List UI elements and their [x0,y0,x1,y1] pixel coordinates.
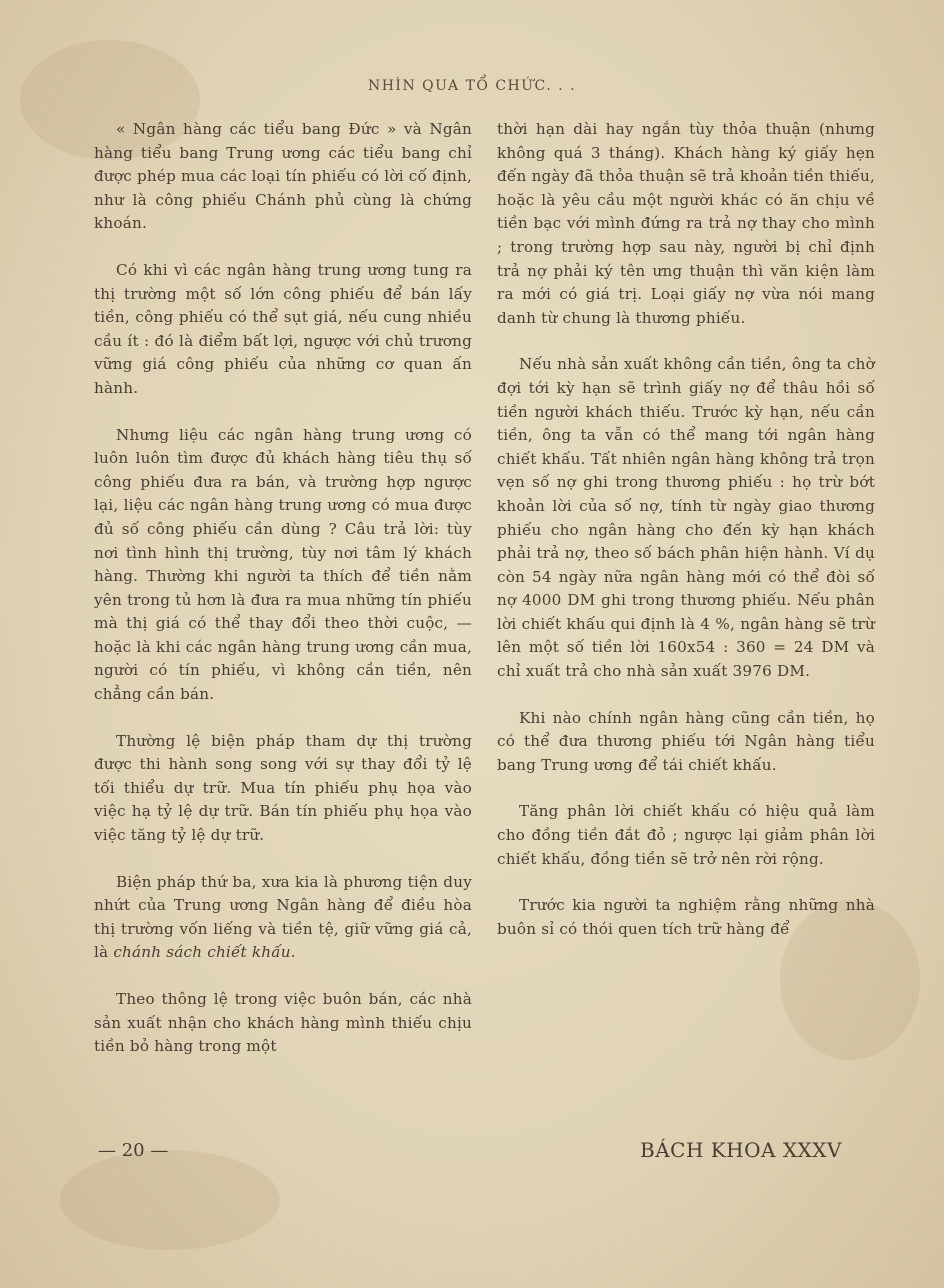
paragraph: « Ngân hàng các tiểu bang Đức » và Ngân hàng tiểu bang Trung ương các tiểu bang chỉ được phép mua các loại tín phiếu có lời cố định, như là công phiếu Chánh phủ cùng là chứng khoán. [94,120,472,233]
paragraph: Tăng phân lời chiết khấu có hiệu quả làm cho đồng tiền đắt đỏ ; ngược lại giảm phân lời chiết khấu, đồng tiền sẽ trở nên rời rộng. [497,802,875,868]
paper-stain [60,1150,280,1250]
running-head: NHÌN QUA TỔ CHỨC. . . [367,78,577,94]
paragraph: Thường lệ biện pháp tham dự thị trường được thi hành song song với sự thay đổi tỷ lệ tối thiểu dự trữ. Mua tín phiếu phụ họa vào việc hạ tỷ lệ dự trữ. Bán tín phiếu phụ họa vào việc tăng tỷ lệ dự trữ. [94,731,472,845]
paragraph: Có khi vì các ngân hàng trung ương tung ra thị trường một số lớn công phiếu để bán lấy tiền, công phiếu có thể sụt giá, nếu cung nhiều cầu ít : đó là điểm bất lợi, ngược với chủ trương vững giá công phiếu của những cơ quan ấn hành. [94,260,472,397]
left-column [94,118,472,1082]
paragraph [94,871,472,965]
emphasis-text: chánh sách chiết khấu. [113,943,296,962]
paragraph: thời hạn dài hay ngắn tùy thỏa thuận (nhưng không quá 3 tháng). Khách hàng ký giấy hẹn đến ngày đã thỏa thuận sẽ trả khoản tiền thiếu, hoặc là yêu cầu một người khác có ăn chịu về tiền bạc với mình đứng ra trả nợ thay cho mình ; trong trường hợp sau này, người bị chỉ định trả nợ phải ký tên ưng thuận thì văn kiện làm ra mới có giá trị. Loại giấy nợ vừa nói mang danh từ chung là thương phiếu. [497,120,875,327]
magazine-title: BÁCH KHOA XXXV [640,1138,842,1162]
right-column [497,118,875,964]
paragraph-text: Biện pháp thứ ba, xưa kia là phương tiện duy nhứt của Trung ương Ngân hàng để điều hòa thị trường vốn liếng và tiền tệ, giữ vững giá cả, là [94,872,472,962]
paragraph: Trước kia người ta nghiệm rằng những nhà buôn sỉ có thói quen tích trữ hàng để [497,896,875,938]
paragraph: Khi nào chính ngân hàng cũng cần tiền, họ có thể đưa thương phiếu tới Ngân hàng tiểu bang Trung ương để tái chiết khấu. [497,708,875,774]
paragraph: Nếu nhà sản xuất không cần tiền, ông ta chờ đợi tới kỳ hạn sẽ trình giấy nợ để thâu hồi số tiền người khách thiếu. Trước kỳ hạn, nếu cần tiền, ông ta vẫn có thể mang tới ngân hàng chiết khấu. Tất nhiên ngân hàng không trả trọn vẹn số nợ ghi trong thương phiếu : họ trừ bớt khoản lời của số nợ, tính từ ngày giao thương phiếu cho ngân hàng cho đến kỳ hạn khách phải trả nợ, theo số bách phân hiện hành. Ví dụ còn 54 ngày nữa ngân hàng mới có thể đòi số nợ 4000 DM ghi trong thương phiếu. Nếu phân lời chiết khấu qui định là 4 %, ngân hàng sẽ trừ lên một số tiền lời 160x54 : 360 = 24 DM và chỉ xuất trả cho nhà sản xuất 3976 DM. [497,355,875,681]
paragraph: Theo thông lệ trong việc buôn bán, các nhà sản xuất nhận cho khách hàng mình thiếu chịu tiền bỏ hàng trong một [94,990,472,1056]
paragraph: Nhưng liệu các ngân hàng trung ương có luôn luôn tìm được đủ khách hàng tiêu thụ số công phiếu đưa ra bán, và trường hợp ngược lại, liệu các ngân hàng trung ương có mua được đủ số công phiếu cần dùng ? Câu trả lời: tùy nơi tình hình thị trường, tùy nơi tâm lý khách hàng. Thường khi người ta thích để tiền nằm yên trong tủ hơn là đưa ra mua những tín phiếu mà thị giá có thể thay đổi theo thời cuộc, — hoặc là khi các ngân hàng trung ương cần mua, người có tín phiếu, vì không cần tiền, nên chẳng cần bán. [94,425,472,704]
page-number: — 20 — [98,1140,169,1161]
